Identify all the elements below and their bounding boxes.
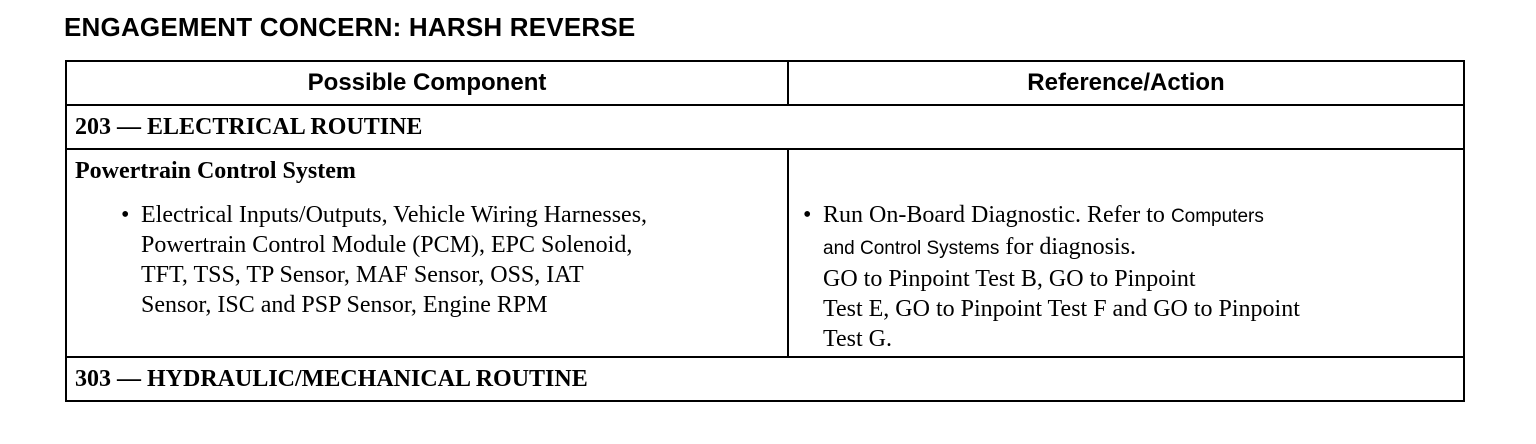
column-header-reference-action: Reference/Action [788, 61, 1464, 105]
action-pinpoint-tests: GO to Pinpoint Test B, GO to Pinpoint Test E, GO to Pinpoint Test F and GO to Pinpoint Test G. [823, 266, 1300, 352]
section-title-electrical: 203 — ELECTRICAL ROUTINE [66, 105, 1464, 149]
section-title-hydraulic: 303 — HYDRAULIC/MECHANICAL ROUTINE [66, 357, 1464, 401]
bullet-icon: • [121, 202, 130, 228]
component-bullet-text: Electrical Inputs/Outputs, Vehicle Wiring Harnesses, Powertrain Control Module (PCM), EPC Solenoid, TFT, TSS, TP Sensor, MAF Sensor, OSS, IAT Sensor, ISC and PSP Sensor, Engine RPM [141, 202, 648, 318]
component-cell [66, 149, 788, 357]
section-row-hydraulic [66, 357, 1464, 401]
action-text [823, 200, 1300, 354]
page-title: ENGAGEMENT CONCERN: HARSH REVERSE [64, 12, 636, 42]
section-row-electrical [66, 105, 1464, 149]
header-row [66, 61, 1464, 105]
reference-link-computers[interactable]: Computers [1170, 206, 1264, 227]
component-title: Powertrain Control System [75, 158, 356, 184]
table-row [66, 149, 1464, 357]
action-bullet-item [803, 200, 1463, 354]
reference-link-control-systems[interactable]: and Control Systems [823, 238, 1000, 259]
action-line-1: Run On-Board Diagnostic. Refer to [823, 202, 1171, 228]
diagnostic-table [65, 60, 1465, 402]
bullet-icon: • [803, 202, 812, 228]
column-header-possible-component: Possible Component [66, 61, 788, 105]
component-bullet-item [121, 200, 787, 320]
action-line-2: for diagnosis. [999, 234, 1137, 260]
action-cell [788, 149, 1464, 357]
